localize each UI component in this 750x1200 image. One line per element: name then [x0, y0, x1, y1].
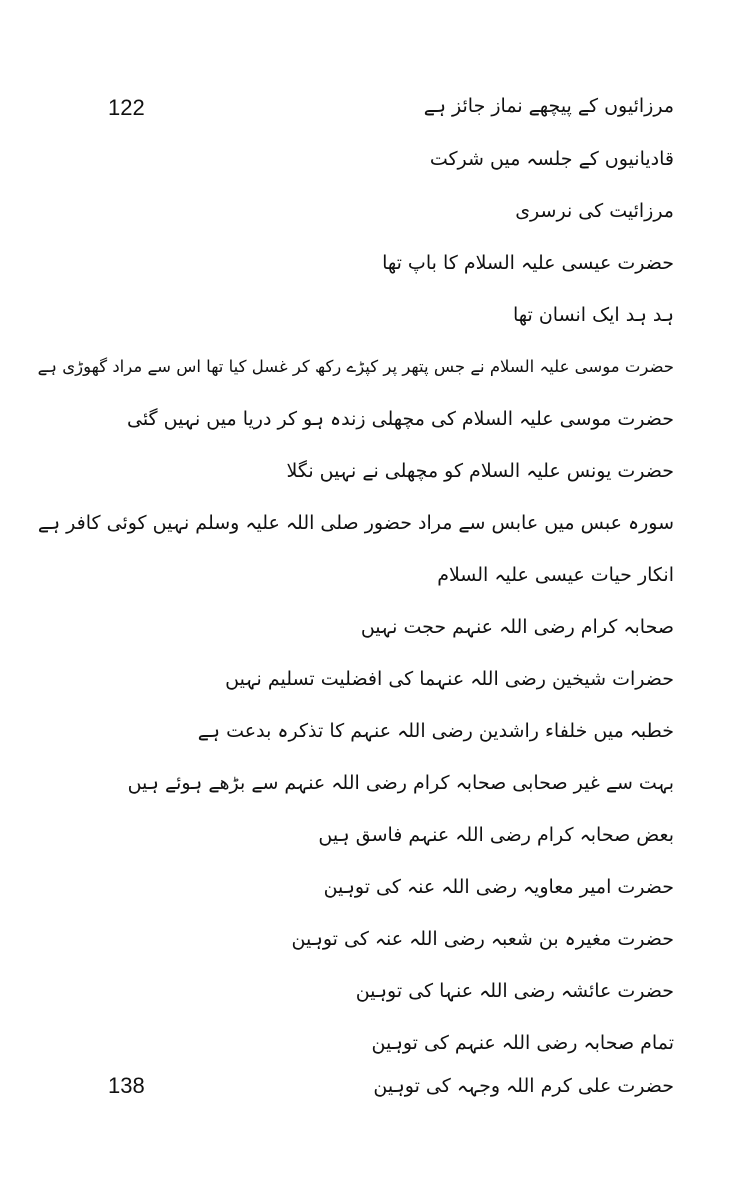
list-item: انکار حیات عیسی علیہ السلام	[437, 564, 674, 586]
list-item: حضرت موسی علیہ السلام نے جس پتھر پر کپڑے رکھ کر غسل کیا تھا اس سے مراد گھوڑی ہے	[37, 357, 674, 376]
list-item: تمام صحابہ رضی اللہ عنہم کی توہین	[371, 1032, 674, 1054]
list-item: حضرت علی کرم اللہ وجہہ کی توہین	[373, 1075, 674, 1097]
page-number-last: 138	[108, 1073, 145, 1098]
list-item: حضرت عائشہ رضی اللہ عنہا کی توہین	[355, 980, 674, 1002]
list-item: حضرات شیخین رضی اللہ عنہما کی افضلیت تسلیم نہیں	[225, 668, 674, 690]
list-item: سورہ عبس میں عابس سے مراد حضور صلی اللہ علیہ وسلم نہیں کوئی کافر ہے	[37, 512, 674, 534]
list-item: حضرت مغیرہ بن شعبہ رضی اللہ عنہ کی توہین	[291, 928, 674, 950]
list-item: قادیانیوں کے جلسہ میں شرکت	[429, 148, 674, 170]
list-item: حضرت عیسی علیہ السلام کا باپ تھا	[382, 252, 674, 274]
list-item: خطبہ میں خلفاء راشدین رضی اللہ عنہم کا تذکرہ بدعت ہے	[197, 720, 674, 742]
list-item: حضرت یونس علیہ السلام کو مچھلی نے نہیں نگلا	[286, 460, 674, 482]
list-item: مرزائیوں کے پیچھے نماز جائز ہے	[423, 95, 674, 117]
list-item: بہت سے غیر صحابی صحابہ کرام رضی اللہ عنہم سے بڑھے ہوئے ہیں	[127, 772, 674, 794]
list-item: ہد ہد ایک انسان تھا	[512, 304, 674, 326]
list-item: بعض صحابہ کرام رضی اللہ عنہم فاسق ہیں	[318, 824, 674, 846]
list-item: صحابہ کرام رضی اللہ عنہم حجت نہیں	[360, 616, 674, 638]
list-item: حضرت موسی علیہ السلام کی مچھلی زندہ ہو کر دریا میں نہیں گئی	[126, 408, 674, 430]
list-item: مرزائیت کی نرسری	[515, 200, 674, 222]
page-number-first: 122	[108, 95, 145, 120]
list-item: حضرت امیر معاویہ رضی اللہ عنہ کی توہین	[323, 876, 674, 898]
